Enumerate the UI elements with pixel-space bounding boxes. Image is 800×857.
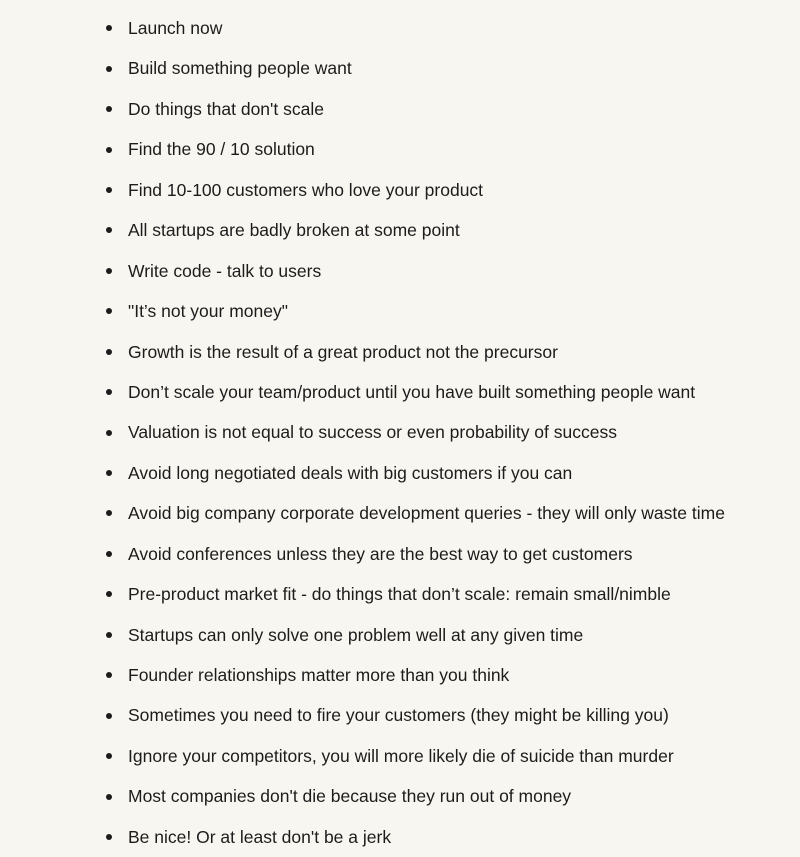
bullet-icon [106,510,112,516]
list-item [0,776,800,816]
list-item-text: Find the 90 / 10 solution [128,139,315,160]
list-item [0,615,800,655]
list-item-text: "It’s not your money" [128,301,288,322]
list-item [0,170,800,210]
list-item [0,89,800,129]
list-item [0,655,800,695]
list-item [0,493,800,533]
list-item-text: All startups are badly broken at some point [128,220,460,241]
list-item-text: Be nice! Or at least don't be a jerk [128,826,392,847]
list-item [0,372,800,412]
list-item-text: Launch now [128,18,223,38]
list-item-text: Write code - talk to users [128,260,322,281]
list-item-text: Find 10-100 customers who love your product [128,179,484,200]
list-item-text: Avoid conferences unless they are the best way to get customers [128,543,633,564]
list-item-text: Do things that don't scale [128,98,324,119]
list-item [0,736,800,776]
list-item-text: Sometimes you need to fire your customers (they might be killing you) [128,705,669,726]
list-item-text: Avoid big company corporate development queries - they will only waste time [128,503,725,524]
list-item-text: Growth is the result of a great product not the precursor [128,341,558,362]
bullet-icon [106,430,112,436]
list-item [0,48,800,88]
bullet-icon [106,713,112,719]
list-item [0,412,800,452]
advice-bullet-list [0,8,800,857]
bullet-icon [106,187,112,193]
bullet-icon [106,106,112,112]
list-item-text: Build something people want [128,58,352,79]
bullet-icon [106,591,112,597]
list-item-text: Don’t scale your team/product until you have built something people want [128,381,696,402]
bullet-icon [106,308,112,314]
list-item [0,210,800,250]
list-item [0,291,800,331]
list-item [0,453,800,493]
list-item [0,129,800,169]
list-item [0,695,800,735]
list-item [0,251,800,291]
list-item [0,332,800,372]
list-item [0,574,800,614]
bullet-icon [106,349,112,355]
list-item-text: Ignore your competitors, you will more likely die of suicide than murder [128,745,674,766]
bullet-icon [106,147,112,153]
list-item-text: Avoid long negotiated deals with big customers if you can [128,462,573,483]
bullet-icon [106,753,112,759]
list-item-text: Valuation is not equal to success or even probability of success [128,422,617,443]
bullet-icon [106,66,112,72]
bullet-icon [106,470,112,476]
bullet-icon [106,227,112,233]
list-item [0,817,800,857]
bullet-icon [106,389,112,395]
list-item [0,8,800,48]
bullet-icon [106,25,112,31]
bullet-icon [106,794,112,800]
list-item-text: Founder relationships matter more than you think [128,665,510,685]
bullet-icon [106,551,112,557]
list-item-text: Pre-product market fit - do things that don’t scale: remain small/nimble [128,584,671,605]
bullet-icon [106,834,112,840]
bullet-icon [106,268,112,274]
list-item-text: Most companies don't die because they run out of money [128,786,572,807]
bullet-icon [106,672,112,678]
bullet-icon [106,632,112,638]
list-item [0,534,800,574]
list-item-text: Startups can only solve one problem well at any given time [128,624,584,645]
